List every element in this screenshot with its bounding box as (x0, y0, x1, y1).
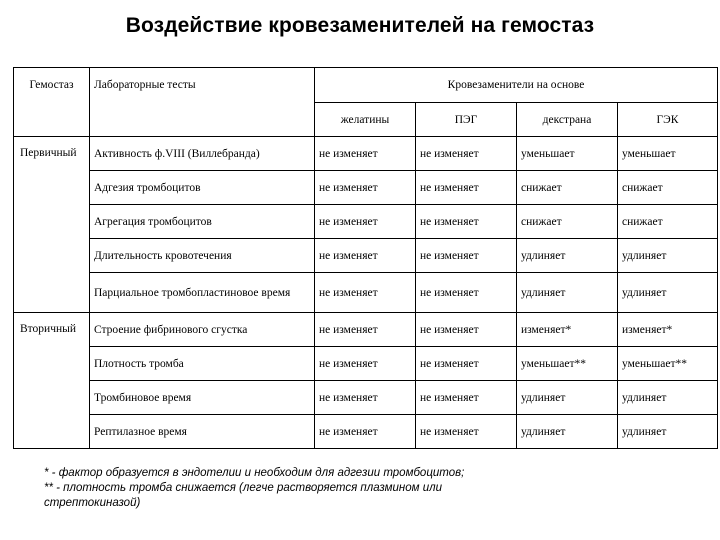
effect-cell: удлиняет (618, 381, 718, 415)
test-name-cell: Активность ф.VIII (Виллебранда) (90, 137, 315, 171)
test-name-cell: Длительность кровотечения (90, 239, 315, 273)
effect-cell: удлиняет (517, 239, 618, 273)
effect-cell: не изменяет (315, 381, 416, 415)
header-lab-tests: Лабораторные тесты (90, 68, 315, 137)
table-row (14, 381, 718, 415)
effect-cell: не изменяет (416, 313, 517, 347)
effect-cell: снижает (618, 205, 718, 239)
effect-cell: не изменяет (416, 239, 517, 273)
effect-cell: изменяет* (618, 313, 718, 347)
header-hemostasis: Гемостаз (14, 68, 90, 137)
header-col-dextran: декстрана (517, 103, 618, 137)
effect-cell: уменьшает (618, 137, 718, 171)
effect-cell: не изменяет (315, 415, 416, 449)
table-row (14, 239, 718, 273)
test-name-cell: Парциальное тромбопластиновое время (90, 273, 315, 313)
effect-cell: уменьшает** (618, 347, 718, 381)
effect-cell: уменьшает (517, 137, 618, 171)
test-name-cell: Плотность тромба (90, 347, 315, 381)
effect-cell: удлиняет (517, 273, 618, 313)
effect-cell: снижает (618, 171, 718, 205)
test-name-cell: Строение фибринового сгустка (90, 313, 315, 347)
effect-cell: не изменяет (315, 347, 416, 381)
effect-cell: удлиняет (618, 415, 718, 449)
effect-cell: не изменяет (416, 205, 517, 239)
effect-cell: не изменяет (315, 273, 416, 313)
header-col-peg: ПЭГ (416, 103, 517, 137)
effect-cell: снижает (517, 205, 618, 239)
header-col-gelatin: желатины (315, 103, 416, 137)
effect-cell: удлиняет (517, 415, 618, 449)
effect-cell: не изменяет (416, 415, 517, 449)
effect-cell: не изменяет (416, 381, 517, 415)
table-row (14, 171, 718, 205)
effect-cell: удлиняет (618, 239, 718, 273)
test-name-cell: Агрегация тромбоцитов (90, 205, 315, 239)
footnote-1: * - фактор образуется в эндотелии и необходим для адгезии тромбоцитов; (44, 467, 465, 479)
effect-cell: не изменяет (315, 171, 416, 205)
table-row (14, 313, 718, 347)
group-label: Вторичный (14, 313, 90, 449)
table-row (14, 205, 718, 239)
effect-cell: снижает (517, 171, 618, 205)
test-name-cell: Рептилазное время (90, 415, 315, 449)
effect-cell: не изменяет (315, 205, 416, 239)
effect-cell: уменьшает** (517, 347, 618, 381)
table-row (14, 137, 718, 171)
table-row (14, 273, 718, 313)
effect-cell: не изменяет (416, 347, 517, 381)
hemostasis-table (13, 67, 718, 449)
effect-cell: не изменяет (315, 137, 416, 171)
test-name-cell: Тромбиновое время (90, 381, 315, 415)
footnote-2: ** - плотность тромба снижается (легче растворяется плазмином или (44, 482, 442, 494)
effect-cell: изменяет* (517, 313, 618, 347)
effect-cell: не изменяет (416, 273, 517, 313)
effect-cell: не изменяет (416, 171, 517, 205)
page-title: Воздействие кровезаменителей на гемостаз (125, 14, 595, 37)
effect-cell: не изменяет (315, 313, 416, 347)
effect-cell: удлиняет (618, 273, 718, 313)
table-row (14, 415, 718, 449)
effect-cell: не изменяет (315, 239, 416, 273)
effect-cell: не изменяет (416, 137, 517, 171)
effect-cell: удлиняет (517, 381, 618, 415)
header-substitutes: Кровезаменители на основе (315, 68, 718, 103)
header-col-hes: ГЭК (618, 103, 718, 137)
group-label: Первичный (14, 137, 90, 313)
table-row (14, 347, 718, 381)
test-name-cell: Адгезия тромбоцитов (90, 171, 315, 205)
footnotes (44, 466, 604, 511)
footnote-3: стрептокиназой) (44, 497, 141, 509)
